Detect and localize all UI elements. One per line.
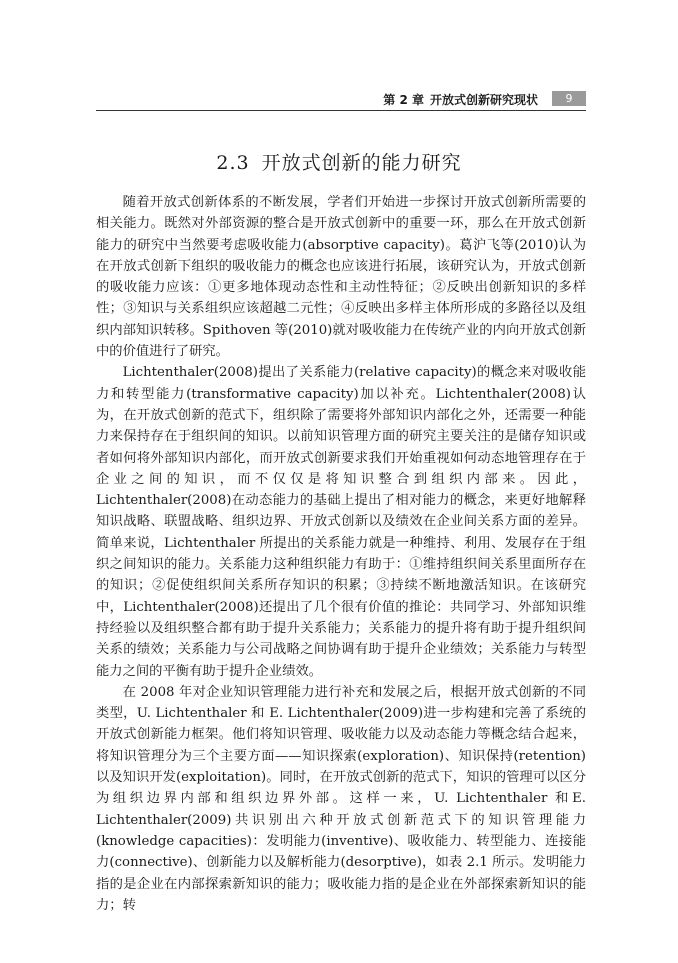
section-heading: [0, 148, 678, 175]
running-header: [96, 88, 586, 111]
section-title: 开放式创新的能力研究: [261, 152, 462, 174]
paragraph: 随着开放式创新体系的不断发展，学者们开始进一步探讨开放式创新所需要的相关能力。既然对外部资源的整合是开放式创新中的重要一环，那么在开放式创新能力的研究中当然要考虑吸收能力(absorptive capacity)。葛沪飞等(2010)认为在开放式创新下组织的吸收能力的概念也应该进行拓展，该研究认为，开放式创新的吸收能力应该：①更多地体现动态性和主动性特征；②反映出创新知识的多样性；③知识与关系组织应该超越二元性；④反映出多样主体所形成的多路径以及组织内部知识转移。Spithoven 等(2010)就对吸收能力在传统产业的内向开放式创新中的价值进行了研究。: [96, 195, 586, 360]
paragraph: 在 2008 年对企业知识管理能力进行补充和发展之后，根据开放式创新的不同类型，U. Lichtenthaler 和 E. Lichtenthaler(2009)进一步构建和完善了系统的开放式创新能力框架。他们将知识管理、吸收能力以及动态能力等概念结合起来，将知识管理分为三个主要方面——知识探索(exploration)、知识保持(retention)以及知识开发(exploitation)。同时，在开放式创新的范式下，知识的管理可以区分为组织边界内部和组织边界外部。这样一来，U. Lichtenthaler 和E. Lichtenthaler(2009)共识别出六种开放式创新范式下的知识管理能力(knowledge capacities)：发明能力(inventive)、吸收能力、转型能力、连接能力(connective)、创新能力以及解析能力(desorptive)，如表 2.1 所示。发明能力指的是企业在内部探索新知识的能力；吸收能力指的是企业在外部探索新知识的能力；转: [96, 684, 586, 913]
chapter-label: 第 2 章: [383, 92, 424, 107]
chapter-title: 开放式创新研究现状: [429, 92, 538, 107]
section-number: 2.3: [216, 152, 250, 174]
body-text: [96, 192, 586, 916]
page-number: 9: [552, 91, 586, 106]
paragraph: Lichtenthaler(2008)提出了关系能力(relative capacity)的概念来对吸收能力和转型能力(transformative capacity)加以补充。Lichtenthaler(2008)认为，在开放式创新的范式下，组织除了需要将外部知识内部化之外，还需要一种能力来保持存在于组织间的知识。以前知识管理方面的研究主要关注的是储存知识或者如何将外部知识内部化，而开放式创新要求我们开始重视如何动态地管理存在于企业之间的知识，而不仅仅是将知识整合到组织内部来。因此，Lichtenthaler(2008)在动态能力的基础上提出了相对能力的概念，来更好地解释知识战略、联盟战略、组织边界、开放式创新以及绩效在企业间关系方面的差异。简单来说，Lichtenthaler 所提出的关系能力就是一种维持、利用、发展存在于组织之间知识的能力。关系能力这种组织能力有助于：①维持组织间关系里面所存在的知识；②促使组织间关系所存知识的积累；③持续不断地激活知识。在该研究中，Lichtenthaler(2008)还提出了几个很有价值的推论：共同学习、外部知识维持经验以及组织整合都有助于提升关系能力；关系能力的提升将有助于提升组织间关系的绩效；关系能力与公司战略之间协调有助于提升企业绩效；关系能力与转型能力之间的平衡有助于提升企业绩效。: [96, 365, 586, 679]
